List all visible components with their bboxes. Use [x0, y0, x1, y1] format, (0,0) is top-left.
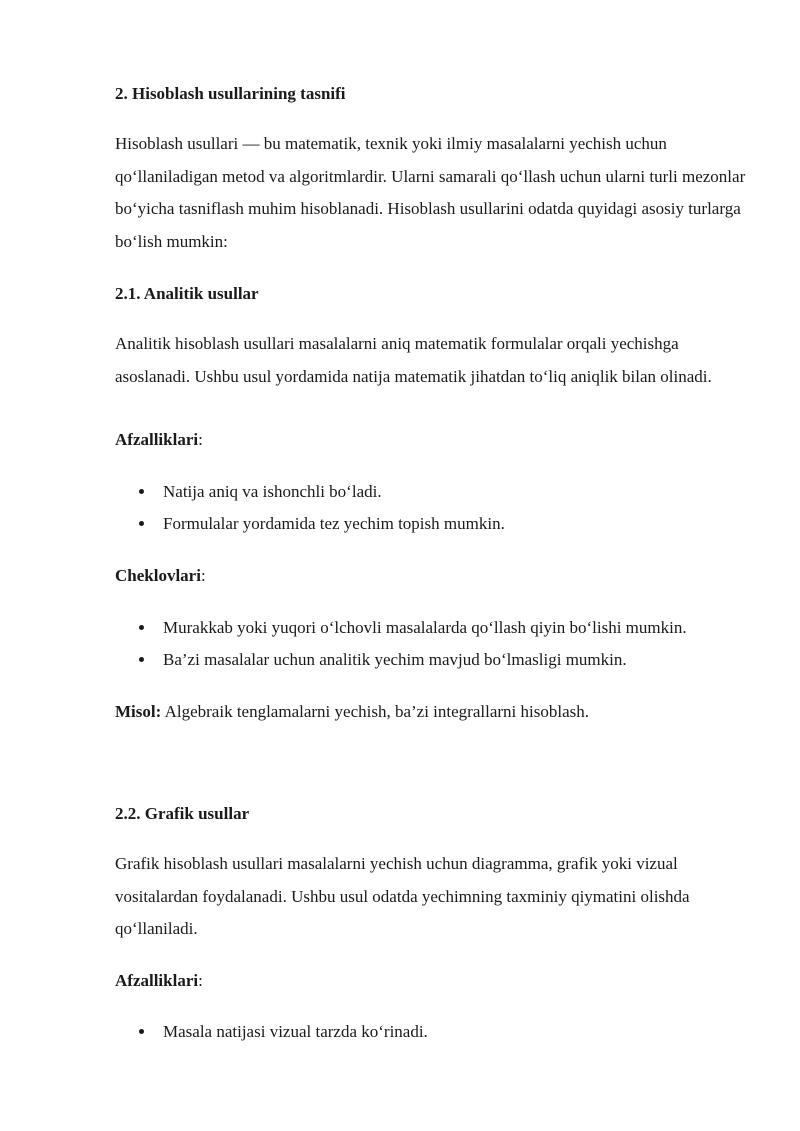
bullet-icon — [139, 489, 144, 494]
grafik-advantages-label: Afzalliklari: — [115, 971, 203, 990]
bullet-icon — [139, 521, 144, 526]
list-item: Formulalar yordamida tez yechim topish mumkin. — [115, 514, 775, 546]
list-item: Natija aniq va ishonchli bo‘ladi. — [115, 482, 775, 514]
list-item: Ba’zi masalalar uchun analitik yechim mavjud bo‘lmasligi mumkin. — [115, 650, 775, 682]
list-item: Masala natijasi vizual tarzda ko‘rinadi. — [115, 1022, 775, 1054]
analitik-advantages-label: Afzalliklari: — [115, 430, 203, 449]
bullet-icon — [139, 1029, 144, 1034]
analitik-paragraph: Analitik hisoblash usullari masalalarni aniq matematik formulalar orqali yechishga asoslanadi. Ushbu usul yordamida natija matematik jihatdan to‘liq aniqlik bilan olinadi. — [115, 334, 712, 386]
analitik-example: Misol: Algebraik tenglamalarni yechish, ba’zi integrallarni hisoblash. — [115, 702, 589, 721]
analitik-advantages-list — [115, 482, 775, 546]
subsection-title-analitik: 2.1. Analitik usullar — [115, 284, 259, 303]
analitik-limitations-label: Cheklovlari: — [115, 566, 206, 585]
intro-paragraph: Hisoblash usullari — bu matematik, texnik yoki ilmiy masalalarni yechish uchun qo‘llaniladigan metod va algoritmlardir. Ularni samarali qo‘llash uchun ularni turli mezonlar bo‘yicha tasniflash muhim hisoblanadi. Hisoblash usullarini odatda quyidagi asosiy turlarga bo‘lish mumkin: — [115, 134, 746, 251]
grafik-advantages-list — [115, 1022, 775, 1054]
grafik-paragraph: Grafik hisoblash usullari masalalarni yechish uchun diagramma, grafik yoki vizual vositalardan foydalanadi. Ushbu usul odatda yechimning taxminiy qiymatini olishda qo‘llaniladi. — [115, 854, 690, 938]
section-title: 2. Hisoblash usullarining tasnifi — [115, 84, 346, 103]
bullet-icon — [139, 657, 144, 662]
subsection-title-grafik: 2.2. Grafik usullar — [115, 804, 250, 823]
analitik-limitations-list — [115, 618, 775, 682]
bullet-icon — [139, 625, 144, 630]
list-item: Murakkab yoki yuqori o‘lchovli masalalarda qo‘llash qiyin bo‘lishi mumkin. — [115, 618, 775, 650]
